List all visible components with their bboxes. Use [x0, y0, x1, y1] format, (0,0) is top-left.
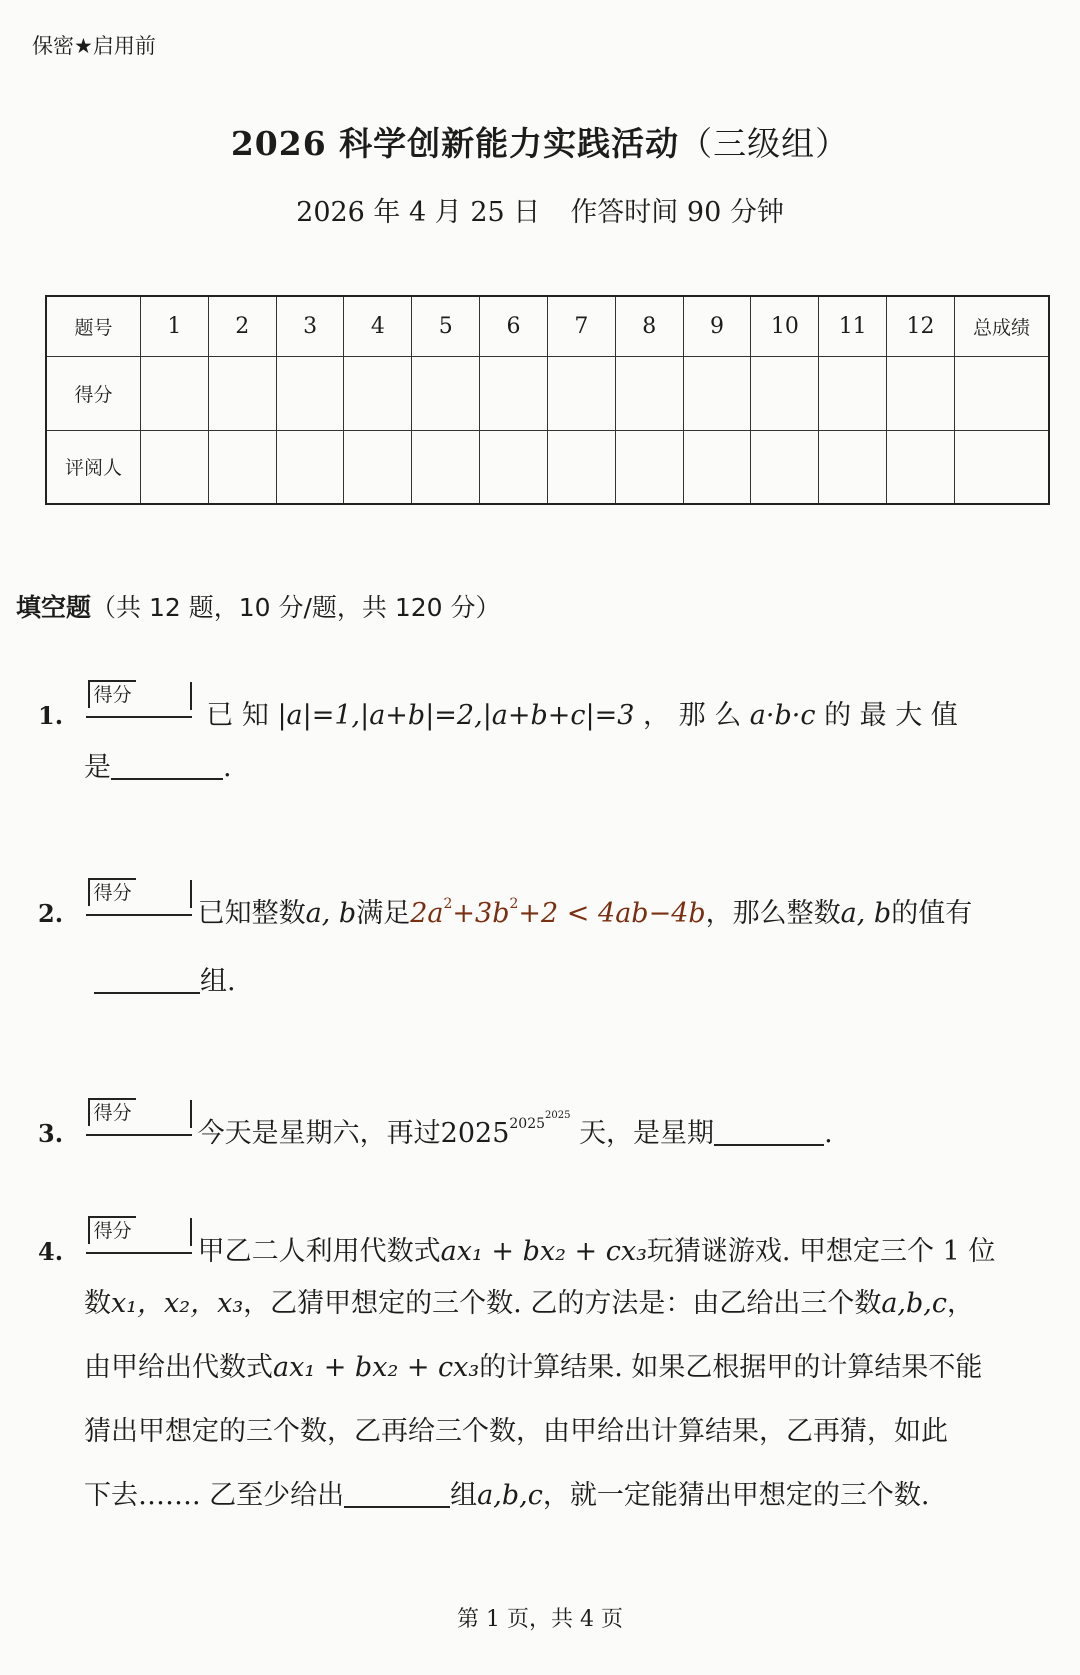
score-table [45, 295, 1050, 505]
column-header: 8 [615, 296, 683, 356]
math-variables: a, b [840, 898, 892, 929]
reviewer-cell [547, 430, 615, 504]
reviewer-cell [887, 430, 955, 504]
question-text: 满足 [356, 898, 411, 929]
column-header: 2 [208, 296, 276, 356]
column-header: 4 [344, 296, 412, 356]
math-variables: x₁，x₂，x₃ [111, 1288, 244, 1319]
score-box [86, 684, 192, 718]
score-cell [480, 356, 548, 430]
exam-title [0, 118, 1080, 165]
question-text: 天，是星期 [579, 1118, 715, 1149]
column-header: 9 [683, 296, 751, 356]
section-heading [16, 588, 501, 624]
column-header: 3 [276, 296, 344, 356]
reviewer-cell [208, 430, 276, 504]
reviewer-cell [344, 430, 412, 504]
math-variables: a, b [305, 898, 357, 929]
reviewer-cell [615, 430, 683, 504]
math-expression: a·b·c [749, 700, 816, 731]
math-variables: a,b,c [881, 1288, 947, 1319]
score-box [86, 1102, 192, 1136]
column-header: 1 [141, 296, 209, 356]
question-text: ， 那 么 [643, 700, 742, 731]
answer-blank[interactable] [94, 966, 200, 994]
confidential-mark: 保密★启用前 [32, 34, 156, 58]
question-text: 下去……. 乙至少给出 [84, 1480, 345, 1511]
score-cell [344, 356, 412, 430]
column-header: 11 [819, 296, 887, 356]
exponent-nested: 2025 [545, 1110, 571, 1121]
question-text: 组. [200, 966, 236, 997]
question-number: 1. [38, 701, 64, 730]
score-cell [412, 356, 480, 430]
inequality-term: +2 < 4ab−4b [518, 898, 706, 929]
exam-date: 2026 年 4 月 25 日 [296, 197, 541, 228]
question-text: 今天是星期六，再过 [197, 1118, 441, 1149]
question-number: 4. [38, 1237, 64, 1266]
question-4-line-4 [84, 1412, 948, 1452]
question-text: . [223, 752, 232, 783]
score-cell [819, 356, 887, 430]
row-label-reviewer: 评阅人 [46, 430, 141, 504]
column-header: 5 [412, 296, 480, 356]
answer-blank[interactable] [111, 752, 223, 780]
question-text: . [824, 1118, 833, 1149]
question-text: 由甲给出代数式 [84, 1352, 273, 1383]
page-footer: 第 1 页，共 4 页 [457, 1607, 623, 1632]
reviewer-cell [819, 430, 887, 504]
section-note: （共 12 题，10 分/题，共 120 分） [91, 593, 501, 622]
math-expression: ax₁ + bx₂ + cx₃ [273, 1352, 480, 1383]
question-text: ， [947, 1288, 974, 1319]
question-4-line-5 [84, 1476, 929, 1516]
question-text: 已知整数 [197, 898, 306, 929]
question-2-line-2 [94, 962, 236, 1002]
score-cell [547, 356, 615, 430]
question-text: 是 [84, 752, 111, 783]
row-label-question: 题号 [46, 296, 141, 356]
question-text: ，那么整数 [705, 898, 841, 929]
score-cell [208, 356, 276, 430]
question-2-line-1 [38, 884, 972, 934]
power-base: 2025 [440, 1118, 510, 1149]
reviewer-row [46, 430, 1049, 504]
score-cell [751, 356, 819, 430]
exam-title-group: （三级组） [679, 124, 850, 163]
question-text: ，就一定能猜出甲想定的三个数. [542, 1480, 930, 1511]
reviewer-cell [955, 430, 1050, 504]
exponent: 2 [443, 896, 453, 912]
score-cell [683, 356, 751, 430]
math-expression: |a|=1,|a+b|=2,|a+b+c|=3 [277, 700, 635, 731]
exponent: 2025 [509, 1116, 546, 1132]
question-4-line-2 [84, 1284, 974, 1324]
math-variables: a,b,c [477, 1480, 543, 1511]
column-header: 7 [547, 296, 615, 356]
question-text: 猜出甲想定的三个数，乙再给三个数，由甲给出计算结果，乙再猜，如此 [84, 1416, 948, 1447]
score-cell [887, 356, 955, 430]
inequality-term: 2a [410, 898, 444, 929]
column-header: 10 [751, 296, 819, 356]
column-header: 6 [480, 296, 548, 356]
exam-duration: 作答时间 90 分钟 [570, 197, 784, 228]
score-box-label: 得分 [88, 1098, 136, 1126]
question-text: 玩猜谜游戏. 甲想定三个 1 位 [646, 1236, 996, 1267]
question-number: 3. [38, 1119, 64, 1148]
question-number: 2. [38, 899, 64, 928]
question-1-line-1 [38, 684, 958, 736]
inequality [410, 898, 705, 929]
score-row [46, 356, 1049, 430]
score-box-label: 得分 [88, 878, 136, 906]
question-4-line-1 [38, 1220, 996, 1272]
section-title: 填空题 [16, 593, 92, 622]
score-cell [615, 356, 683, 430]
score-box [86, 882, 192, 916]
question-text: 的 最 大 值 [824, 700, 958, 731]
column-header: 12 [887, 296, 955, 356]
question-text: 已 知 [206, 700, 269, 731]
column-header-total: 总成绩 [955, 296, 1050, 356]
reviewer-cell [751, 430, 819, 504]
reviewer-cell [683, 430, 751, 504]
question-text: ，乙猜甲想定的三个数. 乙的方法是：由乙给出三个数 [243, 1288, 882, 1319]
score-cell [955, 356, 1050, 430]
reviewer-cell [480, 430, 548, 504]
reviewer-cell [141, 430, 209, 504]
question-1-line-2 [84, 748, 232, 788]
question-text: 组 [450, 1480, 478, 1511]
score-box [86, 1220, 192, 1254]
answer-blank[interactable] [344, 1480, 450, 1508]
score-box-label: 得分 [88, 1216, 136, 1244]
question-text: 甲乙二人利用代数式 [197, 1236, 441, 1267]
question-3-line-1 [38, 1096, 833, 1154]
reviewer-cell [412, 430, 480, 504]
question-4-line-3 [84, 1348, 982, 1388]
score-cell [141, 356, 209, 430]
question-text: 的值有 [891, 898, 973, 929]
exam-title-main: 2026 科学创新能力实践活动 [230, 124, 680, 163]
score-cell [276, 356, 344, 430]
score-table-header-row [46, 296, 1049, 356]
question-text: 数 [84, 1288, 111, 1319]
math-expression: ax₁ + bx₂ + cx₃ [440, 1236, 647, 1267]
row-label-score: 得分 [46, 356, 141, 430]
question-text: 的计算结果. 如果乙根据甲的计算结果不能 [479, 1352, 983, 1383]
exam-subtitle [0, 190, 1080, 229]
answer-blank[interactable] [714, 1118, 824, 1146]
inequality-term: +3b [452, 898, 510, 929]
score-box-label: 得分 [88, 680, 136, 708]
reviewer-cell [276, 430, 344, 504]
exponent: 2 [509, 896, 519, 912]
